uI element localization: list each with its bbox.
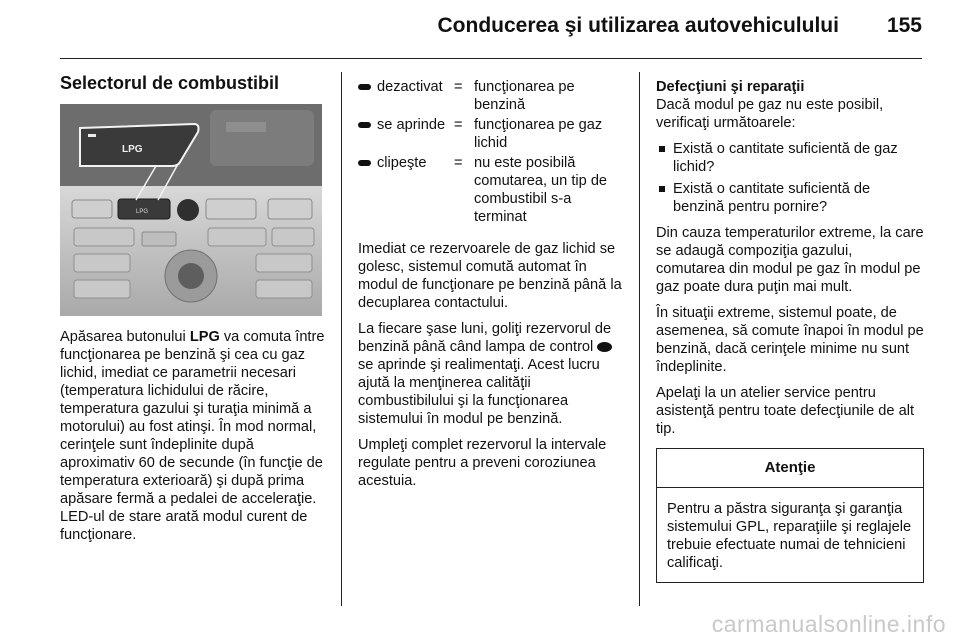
right-column xyxy=(656,78,924,583)
caution-body: Pentru a păstra siguranţa şi garanţia sistemului GPL, reparaţiile şi reglajele trebuie efectuate numai de tehnicieni calificaţi. xyxy=(667,501,912,571)
led-indicator-icon xyxy=(358,122,371,128)
svg-text:LPG: LPG xyxy=(136,209,149,215)
column-divider-2 xyxy=(639,72,640,606)
refuel-paragraph: La fiecare şase luni, goliţi rezervorul de benzină până când lampa de control se aprinde şi realimentaţi. Acest lucru ajută la menţinerea calităţii combustibilului şi la funcţionarea sistemului în modul pe benzină. xyxy=(358,321,612,427)
watermark: carmanualsonline.info xyxy=(711,611,946,637)
header-rule xyxy=(60,58,922,59)
dashboard-illustration xyxy=(60,104,322,316)
service-paragraph: Apelaţi la un atelier service pentru asistenţă pentru toate defecţiunile de alt tip. xyxy=(656,385,914,437)
auto-switch-paragraph: Imediat ce rezervoarele de gaz lichid se golesc, sistemul comută automat în modul de funcţionare pe benzină până la decuplarea contactului. xyxy=(358,241,622,311)
status-row: clipeşte = nu este posibilă comutarea, un tip de combustibil s-a terminat xyxy=(358,154,624,226)
control-lamp-icon xyxy=(597,342,612,352)
faults-intro: Dacă modul pe gaz nu este posibil, verificaţi următoarele: xyxy=(656,97,884,131)
photo-lpg-label: LPG xyxy=(122,144,143,155)
check-list xyxy=(656,140,924,216)
status-row: se aprinde = funcţionarea pe gaz lichid xyxy=(358,116,624,152)
column-divider-1 xyxy=(341,72,342,606)
extreme-temp-paragraph: Din cauza temperaturilor extreme, la care se adaugă compoziţia gazului, comutarea din modul pe gaz în modul pe gaz poate dura puţin mai mult. xyxy=(656,225,924,295)
led-status-table xyxy=(358,78,624,226)
dashboard-photo xyxy=(60,104,322,316)
chapter-title: Conducerea şi utilizarea autovehiculului xyxy=(437,14,839,37)
corrosion-paragraph: Umpleţi complet rezervorul la intervale regulate pentru a preveni coroziunea acestuia. xyxy=(358,437,607,489)
lpg-button-ref: LPG xyxy=(189,329,220,345)
led-indicator-icon xyxy=(358,160,371,166)
list-item: Există o cantitate suficientă de benzină pentru pornire? xyxy=(656,180,924,216)
page-number: 155 xyxy=(886,14,922,37)
caution-title: Atenţie xyxy=(657,449,923,488)
section-title: Selectorul de combustibil xyxy=(60,73,280,93)
page-header xyxy=(438,14,922,38)
faults-title: Defecţiuni şi reparaţii xyxy=(656,79,805,95)
middle-column xyxy=(358,78,624,498)
led-indicator-icon xyxy=(358,84,371,90)
extreme-situations-paragraph: În situaţii extreme, sistemul poate, de asemenea, să comute înapoi în modul pe benzină, dacă cerinţele minime nu sunt îndeplinite. xyxy=(656,305,924,375)
lpg-paragraph: Apăsarea butonului LPG va comuta între funcţionarea pe benzină şi cea cu gaz lichid, imediat ce parametrii necesari (temperatura lichidului de răcire, temperatura gazului şi turaţia minimă a motorului) au fost atinşi. În mod normal, cerinţele sunt îndeplinite după aproximativ 60 de secunde (în funcţie de temperatura exterioară) şi după prima apăsare fermă a pedalei de acceleraţie. LED-ul de stare arată modul curent de funcţionare. xyxy=(60,329,325,543)
caution-box xyxy=(656,448,924,583)
status-row: dezactivat = funcţionarea pe benzină xyxy=(358,78,624,114)
list-item: Există o cantitate suficientă de gaz lichid? xyxy=(656,140,924,176)
left-column xyxy=(60,74,325,552)
